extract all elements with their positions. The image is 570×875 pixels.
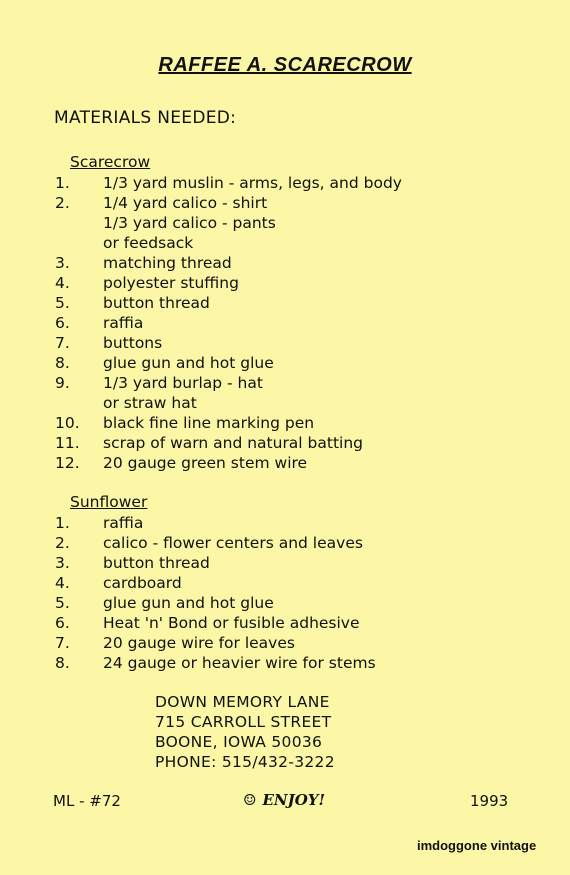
item-text: button thread — [103, 294, 210, 312]
item-text: 1/3 yard muslin - arms, legs, and body — [103, 174, 402, 192]
item-number: 12. — [55, 454, 80, 472]
item-number: 1. — [55, 514, 70, 532]
list-item — [55, 533, 376, 553]
list-item — [55, 173, 402, 193]
item-text: or straw hat — [103, 394, 197, 412]
sunflower-heading: Sunflower — [70, 493, 148, 511]
item-text: button thread — [103, 554, 210, 572]
scarecrow-list — [55, 173, 402, 473]
item-number: 4. — [55, 574, 70, 592]
item-number: 8. — [55, 354, 70, 372]
item-text: calico - flower centers and leaves — [103, 534, 363, 552]
list-item — [55, 433, 402, 453]
item-text: or feedsack — [103, 234, 194, 252]
list-item — [55, 633, 376, 653]
item-number: 8. — [55, 654, 70, 672]
list-item — [55, 593, 376, 613]
list-item — [55, 553, 376, 573]
list-item — [55, 313, 402, 333]
item-text: raffia — [103, 314, 144, 332]
pattern-year: 1993 — [470, 792, 509, 810]
item-text: Heat 'n' Bond or fusible adhesive — [103, 614, 360, 632]
street-address: 715 CARROLL STREET — [155, 713, 332, 731]
list-item — [55, 653, 376, 673]
item-text: 20 gauge green stem wire — [103, 454, 308, 472]
item-text: glue gun and hot glue — [103, 354, 274, 372]
item-text: buttons — [103, 334, 163, 352]
phone-number: PHONE: 515/432-3222 — [155, 753, 335, 771]
materials-heading: MATERIALS NEEDED: — [54, 108, 237, 128]
city-state-zip: BOONE, IOWA 50036 — [155, 733, 323, 751]
item-number: 10. — [55, 414, 80, 432]
item-text: matching thread — [103, 254, 232, 272]
item-number: 6. — [55, 314, 70, 332]
list-item — [55, 293, 402, 313]
item-text: 1/4 yard calico - shirt — [103, 194, 268, 212]
item-text: 20 gauge wire for leaves — [103, 634, 295, 652]
item-number: 7. — [55, 634, 70, 652]
smiley-icon: ☺ — [243, 791, 257, 809]
item-number: 11. — [55, 434, 80, 452]
list-item — [55, 253, 402, 273]
item-text: glue gun and hot glue — [103, 594, 274, 612]
item-text: raffia — [103, 514, 144, 532]
item-number: 2. — [55, 534, 70, 552]
list-item — [55, 273, 402, 293]
item-text: cardboard — [103, 574, 182, 592]
list-item — [55, 513, 376, 533]
address-block — [155, 692, 335, 772]
item-text: 1/3 yard calico - pants — [103, 214, 276, 232]
list-item-continuation — [55, 233, 402, 253]
item-number: 5. — [55, 594, 70, 612]
sunflower-list — [55, 513, 376, 673]
list-item-continuation — [55, 393, 402, 413]
list-item — [55, 413, 402, 433]
list-item — [55, 453, 402, 473]
list-item-continuation — [55, 213, 402, 233]
item-text: polyester stuffing — [103, 274, 239, 292]
pattern-code: ML - #72 — [53, 792, 121, 810]
scarecrow-heading: Scarecrow — [70, 153, 151, 171]
watermark: imdoggone vintage — [417, 838, 537, 853]
item-number: 9. — [55, 374, 70, 392]
business-name: DOWN MEMORY LANE — [155, 693, 330, 711]
item-number: 7. — [55, 334, 70, 352]
item-number: 3. — [55, 554, 70, 572]
list-item — [55, 353, 402, 373]
item-text: black fine line marking pen — [103, 414, 315, 432]
list-item — [55, 373, 402, 393]
list-item — [55, 573, 376, 593]
item-number: 1. — [55, 174, 70, 192]
item-text: 24 gauge or heavier wire for stems — [103, 654, 376, 672]
list-item — [55, 193, 402, 213]
pattern-title: RAFFEE A. SCARECROW — [158, 54, 412, 76]
list-item — [55, 613, 376, 633]
item-number: 5. — [55, 294, 70, 312]
list-item — [55, 333, 402, 353]
enjoy-text: ENJOY! — [262, 791, 326, 809]
item-number: 4. — [55, 274, 70, 292]
item-number: 2. — [55, 194, 70, 212]
item-text: 1/3 yard burlap - hat — [103, 374, 263, 392]
item-number: 3. — [55, 254, 70, 272]
enjoy-signoff — [243, 791, 325, 809]
item-number: 6. — [55, 614, 70, 632]
item-text: scrap of warn and natural batting — [103, 434, 364, 452]
